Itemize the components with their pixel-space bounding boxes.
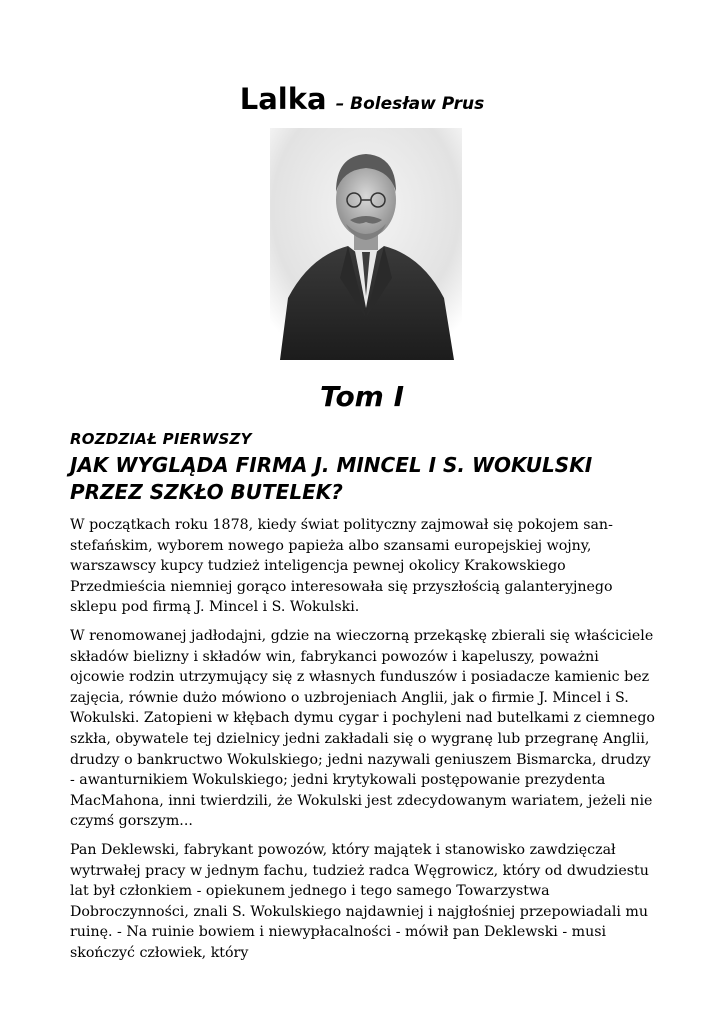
chapter-heading-line-1: JAK WYGLĄDA FIRMA J. MINCEL I S. WOKULSKI bbox=[70, 453, 593, 477]
book-author: – Bolesław Prus bbox=[335, 94, 485, 114]
author-portrait-photo bbox=[270, 128, 462, 360]
chapter-heading-line-2: PRZEZ SZKŁO BUTELEK? bbox=[70, 480, 343, 504]
chapter-heading bbox=[70, 452, 670, 506]
document-title bbox=[0, 82, 724, 116]
volume-title: Tom I bbox=[319, 380, 405, 413]
paragraph: W renomowanej jadłodajni, gdzie na wieczorną przekąskę zbierali się właściciele składów bielizny i składów win, fabrykanci powozów i kapeluszy, poważni ojcowie rodzin utrzymujący się z własnych funduszów i posiadacze kamienic bez zajęcia, równie dużo mówiono o uzbrojeniach Anglii, jak o firmie J. Mincel i S. Wokulski. Zatopieni w kłębach dymu cygar i pochyleni nad butelkami z ciemnego szkła, obywatele tej dzielnicy jedni zakładali się o wygranę lub przegranę Anglii, drudzy o bankructwo Wokulskiego; jedni nazywali geniuszem Bismarcka, drudzy - awanturnikiem Wokulskiego; jedni krytykowali postępowanie prezydenta MacMahona, inni twierdzili, że Wokulski jest zdecydowanym wariatem, jeżeli nie czymś gorszym... bbox=[70, 627, 655, 830]
paragraph: W początkach roku 1878, kiedy świat polityczny zajmował się pokojem san-stefańskim, wyborem nowego papieża albo szansami europejskiej wojny, warszawscy kupcy tudzież inteligencja pewnej okolicy Krakowskiego Przedmieścia niemniej gorąco interesowała się przyszłością galanteryjnego sklepu pod firmą J. Mincel i S. Wokulski. bbox=[70, 517, 613, 616]
book-title: Lalka bbox=[239, 82, 327, 116]
chapter-label: ROZDZIAŁ PIERWSZY bbox=[70, 430, 252, 448]
paragraph: Pan Deklewski, fabrykant powozów, który majątek i stanowisko zawdzięczał wytrwałej pracy w jednym fachu, tudzież radca Węgrowicz, który od dwudziestu lat był członkiem - opiekunem jednego i tego samego Towarzystwa Dobroczynności, znali S. Wokulskiego najdawniej i najgłośniej przepowiadali mu ruinę. - Na ruinie bowiem i niewypłacalności - mówił pan Deklewski - musi skończyć człowiek, który bbox=[70, 841, 649, 961]
body-text bbox=[70, 515, 656, 971]
